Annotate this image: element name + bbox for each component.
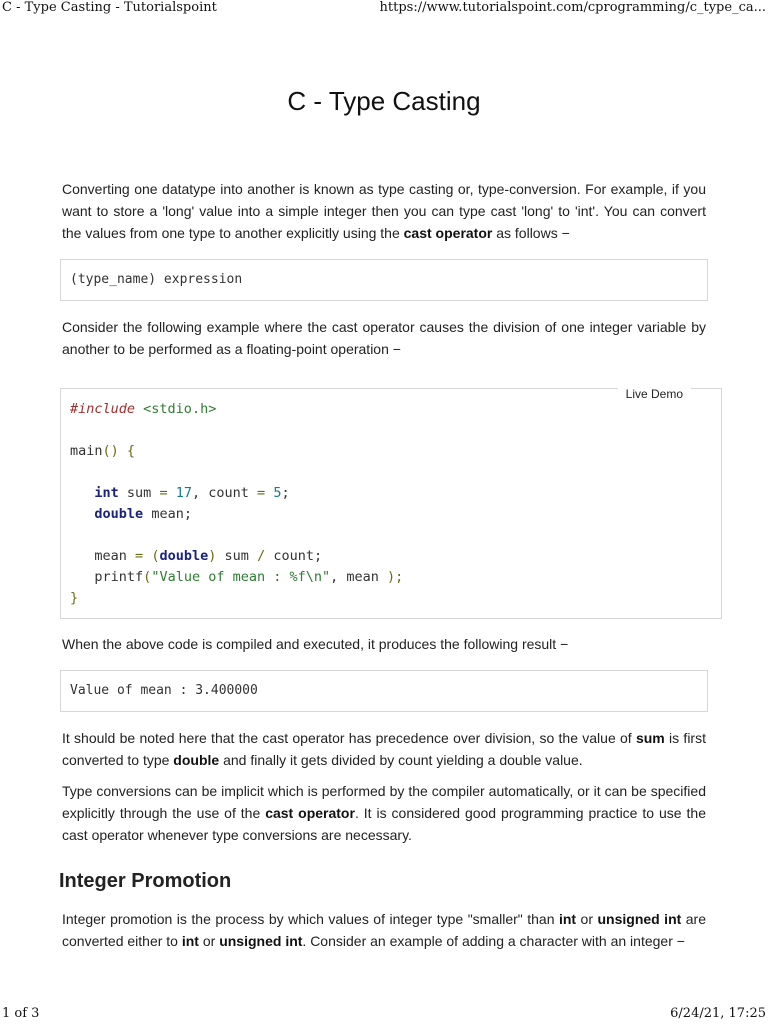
intro-text-1: Converting one datatype into another is known as type casting or, type-conversion. For example, if you want to store a 'long' value into a simple integer then you can type cast 'long' to 'int'. You can convert the values from one type to another explicitly using the	[62, 181, 706, 241]
code-var-count: count	[208, 485, 249, 501]
implicit-bold-cast-operator: cast operator	[265, 805, 355, 821]
code-kw-int: int	[94, 485, 119, 501]
code-num-5: 5	[273, 485, 282, 501]
code-block: #include <stdio.h> main() { int sum = 17, count = 5; double mean; mean = (double) sum / count; printf("Value of mean : %f\n", mean ); }	[70, 401, 404, 606]
promotion-bold-int-2: int	[181, 933, 199, 949]
code-num-17: 17	[175, 485, 192, 501]
code-var-mean-arg: mean	[346, 569, 379, 585]
result-text: Value of mean : 3.400000	[70, 683, 258, 698]
code-format-string: "Value of mean : %f\n"	[151, 569, 331, 585]
intro-text-2: as follows −	[492, 225, 570, 241]
syntax-box	[60, 259, 708, 301]
code-example-box	[60, 388, 722, 619]
code-var-mean: mean	[151, 506, 184, 522]
live-demo-link[interactable]: Live Demo	[618, 387, 691, 401]
intro-paragraph	[62, 178, 706, 244]
promotion-paragraph: Integer promotion is the process by which values of integer type "smaller" than int or unsigned int are converted either to int or unsigned int. Consider an example of adding a character with an integer −	[62, 911, 707, 949]
promotion-bold-unsigned-int: unsigned int	[597, 911, 682, 927]
code-printf: printf	[94, 569, 144, 585]
note-bold-sum: sum	[635, 730, 665, 746]
code-var-sum-cast: sum	[224, 548, 249, 564]
result-box	[60, 670, 708, 712]
section-heading-integer-promotion: Integer Promotion	[59, 870, 232, 892]
note-paragraph: It should be noted here that the cast operator has precedence over division, so the value of sum is first converted to type double and finally it gets divided by count yielding a double value.	[62, 730, 706, 768]
code-kw-double: double	[94, 506, 144, 522]
code-var-sum: sum	[126, 485, 152, 501]
implicit-paragraph: Type conversions can be implicit which is performed by the compiler automatically, or it can be specified explicitly through the use of the cast operator. It is considered good programming practice to use the cast operator whenever type conversions are necessary.	[62, 783, 706, 843]
print-page-url[interactable]: https://www.tutorialspoint.com/cprogramming/c_type_ca...	[379, 0, 766, 15]
print-page-number: 1 of 3	[2, 1006, 40, 1021]
print-date: 6/24/21, 17:25	[670, 1006, 766, 1021]
result-intro-paragraph: When the above code is compiled and executed, it produces the following result −	[62, 636, 569, 652]
promotion-bold-unsigned-int-2: unsigned int	[219, 933, 303, 949]
syntax-text: (type_name) expression	[70, 272, 243, 287]
code-var-mean-assign: mean	[94, 548, 127, 564]
print-page-title: C - Type Casting - Tutorialspoint	[2, 0, 217, 15]
print-header	[0, 0, 768, 18]
example-intro-paragraph: Consider the following example where the cast operator causes the division of one integer variable by another to be performed as a floating-point operation −	[62, 319, 706, 357]
promotion-bold-int: int	[558, 911, 577, 927]
intro-bold-cast-operator: cast operator	[403, 225, 493, 241]
code-include-header: <stdio.h>	[143, 401, 217, 417]
page-title: C - Type Casting	[287, 86, 481, 116]
print-footer	[0, 1006, 768, 1024]
code-main: main	[70, 443, 103, 459]
code-var-count-div: count	[273, 548, 314, 564]
note-bold-double: double	[173, 752, 220, 768]
code-cast-double: double	[159, 548, 209, 564]
code-include-directive: #include	[70, 401, 136, 417]
